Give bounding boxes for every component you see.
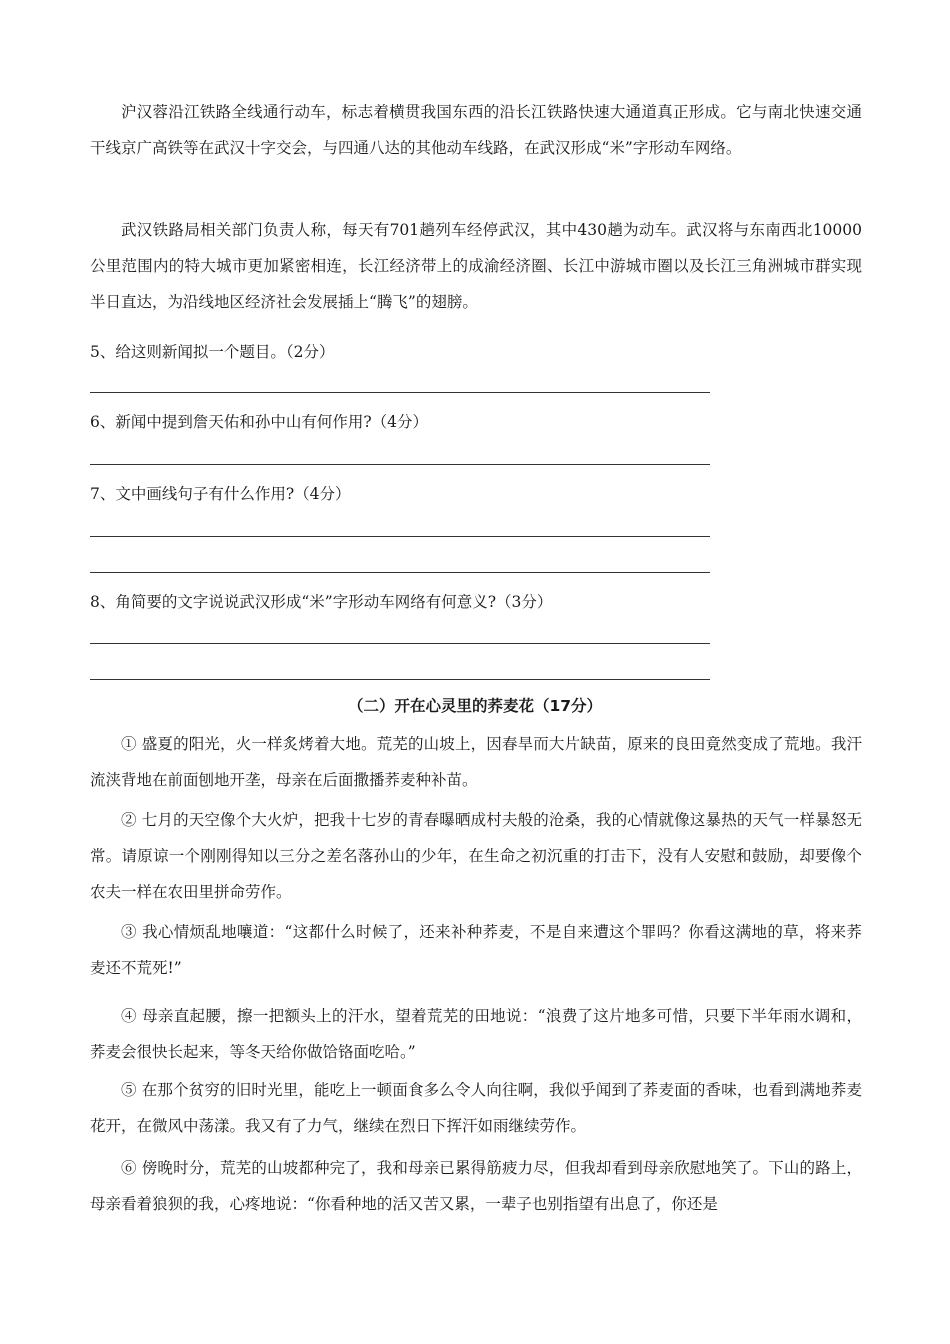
news-paragraph-1: 沪汉蓉沿江铁路全线通行动车，标志着横贯我国东西的沿长江铁路快速大通道真正形成。它与南北快速交通干线京广高铁等在武汉十字交会，与四通八达的其他动车线路，在武汉形成“米”字形动车网络。: [90, 103, 862, 157]
question-7: 7、文中画线句子有什么作用?（4分）: [90, 485, 351, 503]
story-paragraph-2: ② 七月的天空像个大火炉，把我十七岁的青春曝晒成村夫般的沧桑，我的心情就像这暴热的天气一样暴怒无常。请原谅一个刚刚得知以三分之差名落孙山的少年，在生命之初沉重的打击下，没有人安慰和鼓励，却要像个农夫一样在农田里拼命劳作。: [90, 811, 862, 901]
story-paragraph-3: ③ 我心情烦乱地嚷道：“这都什么时候了，还来补种荞麦，不是自来遭这个罪吗？你看这满地的草，将来荞麦还不荒死!”: [90, 923, 862, 977]
answer-line-q8-2[interactable]: [90, 679, 710, 680]
answer-line-q7-2[interactable]: [90, 572, 710, 573]
question-8: 8、角简要的文字说说武汉形成“米”字形动车网络有何意义?（3分）: [90, 593, 553, 611]
answer-line-q5[interactable]: [90, 392, 710, 393]
question-5: 5、给这则新闻拟一个题目。（2分）: [90, 343, 335, 361]
story-paragraph-5: ⑤ 在那个贫穷的旧时光里，能吃上一顿面食多么令人向往啊，我似乎闻到了荞麦面的香味，也看到满地荞麦花开，在微风中荡漾。我又有了力气，继续在烈日下挥汗如雨继续劳作。: [90, 1081, 862, 1135]
story-paragraph-1: ① 盛夏的阳光，火一样炙烤着大地。荒芜的山坡上，因春旱而大片缺苗，原来的良田竟然变成了荒地。我汗流浃背地在前面刨地开垄，母亲在后面撒播荞麦种补苗。: [90, 735, 862, 789]
story-paragraph-6: ⑥ 傍晚时分，荒芜的山坡都种完了，我和母亲已累得筋疲力尽，但我却看到母亲欣慰地笑了。下山的路上，母亲看着狼狈的我，心疼地说：“你看种地的活又苦又累，一辈子也别指望有出息了，你还是: [90, 1159, 862, 1213]
question-6: 6、新闻中提到詹天佑和孙中山有何作用?（4分）: [90, 413, 429, 431]
story-paragraph-4: ④ 母亲直起腰，擦一把额头上的汗水，望着荒芜的田地说：“浪费了这片地多可惜，只要下半年雨水调和，荞麦会很快长起来，等冬天给你做饸铬面吃哈。”: [90, 1007, 862, 1061]
answer-line-q6[interactable]: [90, 464, 710, 465]
section-title: （二）开在心灵里的荞麦花（17分）: [347, 697, 603, 715]
answer-line-q7-1[interactable]: [90, 536, 710, 537]
news-paragraph-2: 武汉铁路局相关部门负责人称，每天有701趟列车经停武汉，其中430趟为动车。武汉将与东南西北10000公里范围内的特大城市更加紧密相连，长江经济带上的成渝经济圈、长江中游城市圈以及长江三角洲城市群实现半日直达，为沿线地区经济社会发展插上“腾飞”的翅膀。: [90, 221, 862, 311]
answer-line-q8-1[interactable]: [90, 643, 710, 644]
